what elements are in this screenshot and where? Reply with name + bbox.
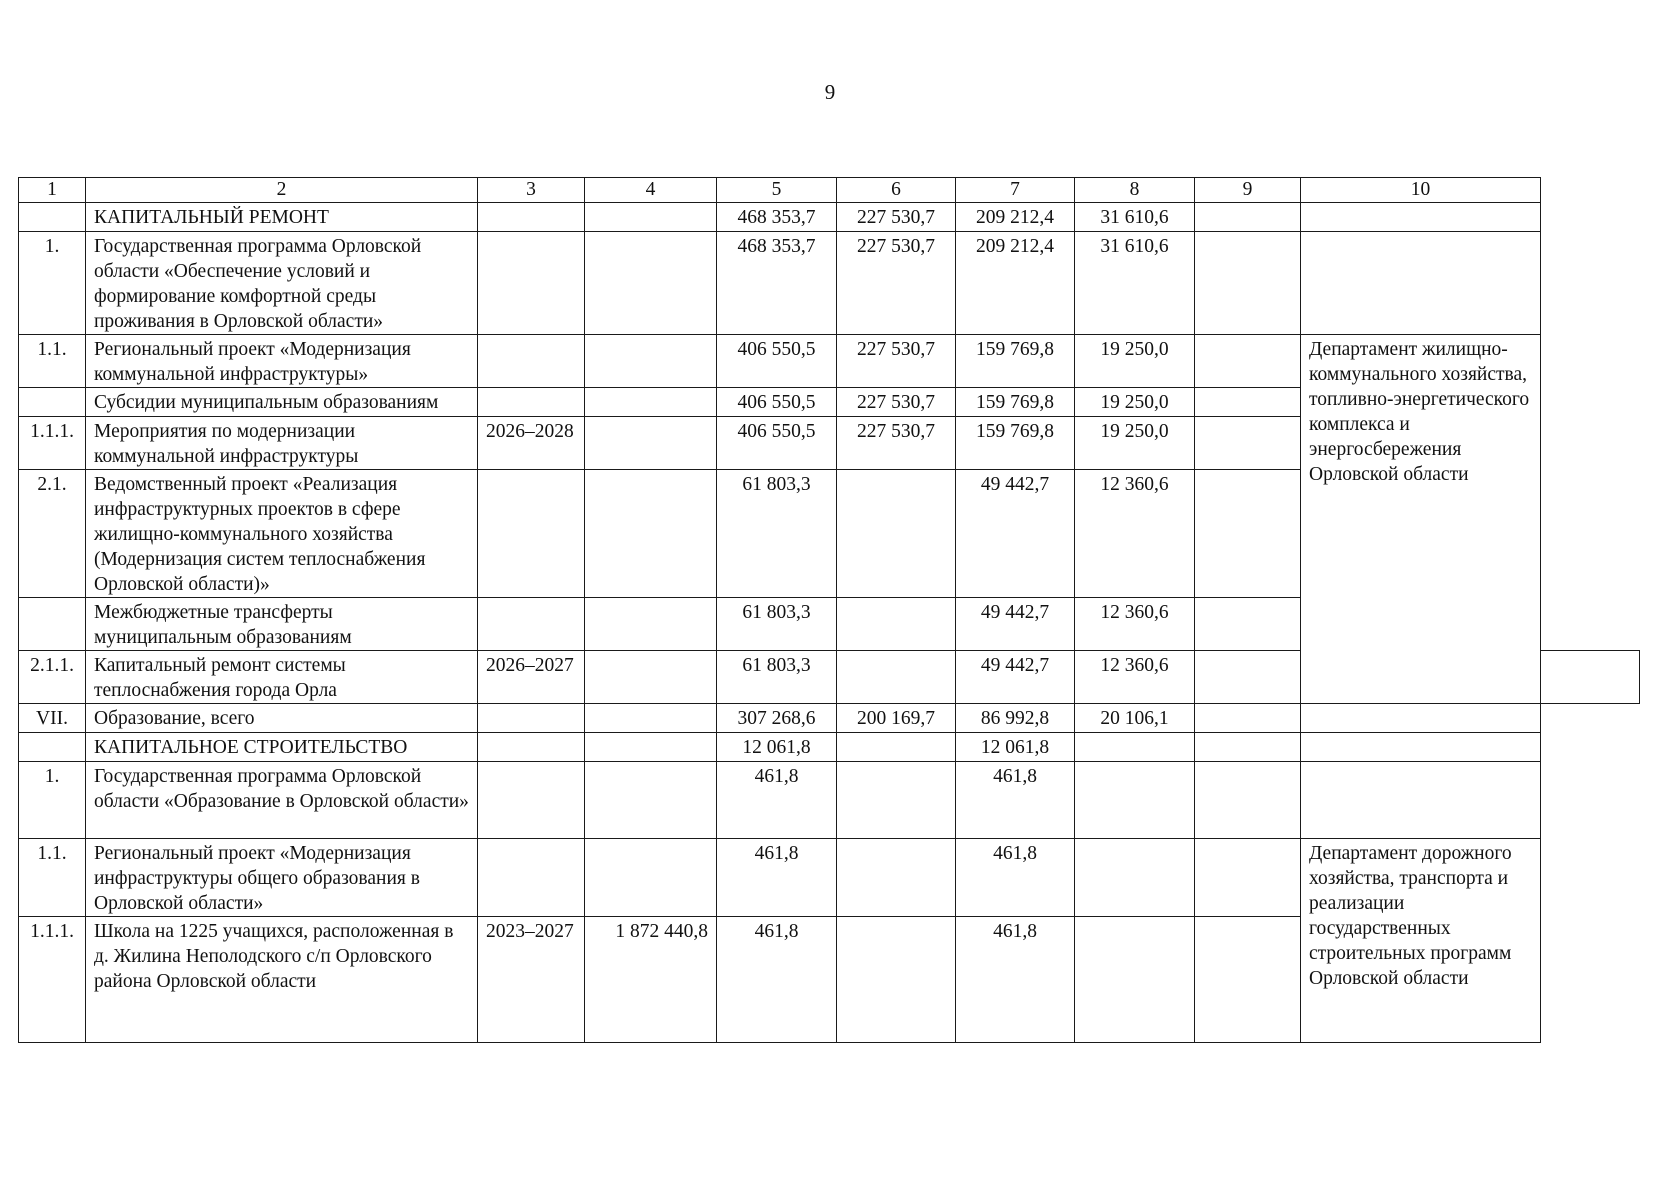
- table-row: [19, 839, 1640, 917]
- row-name: Региональный проект «Модернизация коммунальной инфраструктуры»: [86, 335, 478, 388]
- responsible-road-department: Департамент дорожного хозяйства, транспорта и реализации государственных строительных программ Орловской области: [1301, 839, 1541, 1043]
- row-number: 2.1.1.: [19, 651, 86, 704]
- row-name: Межбюджетные трансферты муниципальным образованиям: [86, 598, 478, 651]
- row-col7: 461,8: [956, 839, 1075, 917]
- row-col6: [837, 917, 956, 1043]
- row-col9: [1195, 203, 1301, 232]
- row-name: Образование, всего: [86, 704, 478, 733]
- row-name: Государственная программа Орловской области «Образование в Орловской области»: [86, 762, 478, 839]
- row-cost: 1 872 440,8: [585, 917, 717, 1043]
- row-name: Ведомственный проект «Реализация инфраструктурных проектов в сфере жилищно-коммунального хозяйства (Модернизация систем теплоснабжения Орловской области)»: [86, 470, 478, 598]
- row-col5: 406 550,5: [717, 388, 837, 417]
- row-period: [478, 335, 585, 388]
- row-period: [478, 598, 585, 651]
- row-responsible: [1301, 232, 1541, 335]
- row-number: 1.1.: [19, 335, 86, 388]
- row-col8: 12 360,6: [1075, 651, 1195, 704]
- row-col7: 159 769,8: [956, 335, 1075, 388]
- row-responsible: [1301, 762, 1541, 839]
- row-cost: [585, 335, 717, 388]
- row-number: 1.1.: [19, 839, 86, 917]
- column-header: 4: [585, 178, 717, 203]
- row-col5: 406 550,5: [717, 417, 837, 470]
- row-cost: [585, 417, 717, 470]
- table-row: [19, 704, 1640, 733]
- row-col6: [837, 733, 956, 762]
- row-col5: 468 353,7: [717, 232, 837, 335]
- row-col9: [1195, 733, 1301, 762]
- row-col5: 468 353,7: [717, 203, 837, 232]
- row-col9: [1195, 704, 1301, 733]
- row-name: КАПИТАЛЬНЫЙ РЕМОНТ: [86, 203, 478, 232]
- row-col6: 227 530,7: [837, 203, 956, 232]
- row-name: Капитальный ремонт системы теплоснабжения города Орла: [86, 651, 478, 704]
- row-period: [478, 839, 585, 917]
- row-col8: 20 106,1: [1075, 704, 1195, 733]
- row-col8: 31 610,6: [1075, 232, 1195, 335]
- row-cost: [585, 388, 717, 417]
- row-col9: [1195, 917, 1301, 1043]
- row-col5: 12 061,8: [717, 733, 837, 762]
- row-cost: [585, 232, 717, 335]
- row-number: 1.: [19, 232, 86, 335]
- responsible-housing-department: Департамент жилищно-коммунального хозяйства, топливно-энергетического комплекса и энергосбережения Орловской области: [1301, 335, 1541, 704]
- row-col8: 31 610,6: [1075, 203, 1195, 232]
- row-cost: [585, 762, 717, 839]
- row-col9: [1195, 470, 1301, 598]
- row-period: 2026–2027: [478, 651, 585, 704]
- row-col8: 19 250,0: [1075, 417, 1195, 470]
- row-col9: [1195, 335, 1301, 388]
- row-name: Мероприятия по модернизации коммунальной инфраструктуры: [86, 417, 478, 470]
- row-period: 2023–2027: [478, 917, 585, 1043]
- row-name: Государственная программа Орловской области «Обеспечение условий и формирование комфортной среды проживания в Орловской области»: [86, 232, 478, 335]
- row-col6: [837, 651, 956, 704]
- row-number: 1.1.1.: [19, 917, 86, 1043]
- row-period: [478, 203, 585, 232]
- row-cost: [585, 470, 717, 598]
- row-col9: [1195, 417, 1301, 470]
- row-col7: 159 769,8: [956, 417, 1075, 470]
- row-number: VII.: [19, 704, 86, 733]
- row-col8: [1075, 733, 1195, 762]
- row-number: 1.1.1.: [19, 417, 86, 470]
- column-header: 7: [956, 178, 1075, 203]
- row-period: [478, 762, 585, 839]
- row-col8: [1075, 839, 1195, 917]
- row-col6: 227 530,7: [837, 232, 956, 335]
- table-row: [19, 232, 1640, 335]
- row-number: [19, 388, 86, 417]
- row-cost: [585, 704, 717, 733]
- row-col6: [837, 839, 956, 917]
- row-col8: 19 250,0: [1075, 388, 1195, 417]
- row-col9: [1195, 651, 1301, 704]
- row-col7: 461,8: [956, 917, 1075, 1043]
- row-col5: 461,8: [717, 839, 837, 917]
- row-cost: [585, 651, 717, 704]
- row-col7: 49 442,7: [956, 470, 1075, 598]
- row-col5: 61 803,3: [717, 651, 837, 704]
- row-responsible: [1301, 704, 1541, 733]
- row-name: Школа на 1225 учащихся, расположенная в д. Жилина Неполодского с/п Орловского района Орловской области: [86, 917, 478, 1043]
- column-header: 2: [86, 178, 478, 203]
- row-col6: 227 530,7: [837, 388, 956, 417]
- page-number: 9: [824, 80, 836, 104]
- row-col9: [1195, 232, 1301, 335]
- row-col6: [837, 598, 956, 651]
- row-number: [19, 598, 86, 651]
- row-col6: 227 530,7: [837, 417, 956, 470]
- row-col8: [1075, 917, 1195, 1043]
- row-col8: 19 250,0: [1075, 335, 1195, 388]
- row-period: [478, 232, 585, 335]
- row-col5: 61 803,3: [717, 470, 837, 598]
- row-col5: 61 803,3: [717, 598, 837, 651]
- row-responsible: [1301, 733, 1541, 762]
- row-period: [478, 470, 585, 598]
- column-header: 5: [717, 178, 837, 203]
- row-col9: [1195, 598, 1301, 651]
- row-col9: [1195, 388, 1301, 417]
- row-col8: 12 360,6: [1075, 598, 1195, 651]
- row-col7: 209 212,4: [956, 203, 1075, 232]
- row-number: [19, 203, 86, 232]
- column-header: 1: [19, 178, 86, 203]
- row-name: КАПИТАЛЬНОЕ СТРОИТЕЛЬСТВО: [86, 733, 478, 762]
- row-col5: 461,8: [717, 762, 837, 839]
- row-col6: 227 530,7: [837, 335, 956, 388]
- row-name: Субсидии муниципальным образованиям: [86, 388, 478, 417]
- row-cost: [585, 733, 717, 762]
- column-header: 6: [837, 178, 956, 203]
- budget-table: [18, 177, 1640, 1043]
- row-col7: 461,8: [956, 762, 1075, 839]
- row-col6: [837, 470, 956, 598]
- row-number: 1.: [19, 762, 86, 839]
- row-col5: 406 550,5: [717, 335, 837, 388]
- table-row: [19, 762, 1640, 839]
- row-col7: 209 212,4: [956, 232, 1075, 335]
- row-col5: 461,8: [717, 917, 837, 1043]
- row-col8: 12 360,6: [1075, 470, 1195, 598]
- row-col7: 49 442,7: [956, 651, 1075, 704]
- row-cost: [585, 598, 717, 651]
- row-col5: 307 268,6: [717, 704, 837, 733]
- row-number: 2.1.: [19, 470, 86, 598]
- row-col9: [1195, 839, 1301, 917]
- row-col9: [1195, 762, 1301, 839]
- table-row: [19, 733, 1640, 762]
- row-cost: [585, 203, 717, 232]
- column-header: 9: [1195, 178, 1301, 203]
- row-col7: 12 061,8: [956, 733, 1075, 762]
- row-number: [19, 733, 86, 762]
- row-cost: [585, 839, 717, 917]
- row-period: [478, 388, 585, 417]
- column-header: 3: [478, 178, 585, 203]
- row-period: 2026–2028: [478, 417, 585, 470]
- row-period: [478, 704, 585, 733]
- row-responsible: [1541, 651, 1640, 704]
- row-col7: 159 769,8: [956, 388, 1075, 417]
- row-period: [478, 733, 585, 762]
- row-col8: [1075, 762, 1195, 839]
- table-header-row: [19, 178, 1640, 203]
- row-name: Региональный проект «Модернизация инфраструктуры общего образования в Орловской области»: [86, 839, 478, 917]
- row-col6: 200 169,7: [837, 704, 956, 733]
- column-header: 8: [1075, 178, 1195, 203]
- row-col7: 86 992,8: [956, 704, 1075, 733]
- table-row: [19, 335, 1640, 388]
- row-col6: [837, 762, 956, 839]
- row-responsible: [1301, 203, 1541, 232]
- table-row: [19, 203, 1640, 232]
- column-header: 10: [1301, 178, 1541, 203]
- row-col7: 49 442,7: [956, 598, 1075, 651]
